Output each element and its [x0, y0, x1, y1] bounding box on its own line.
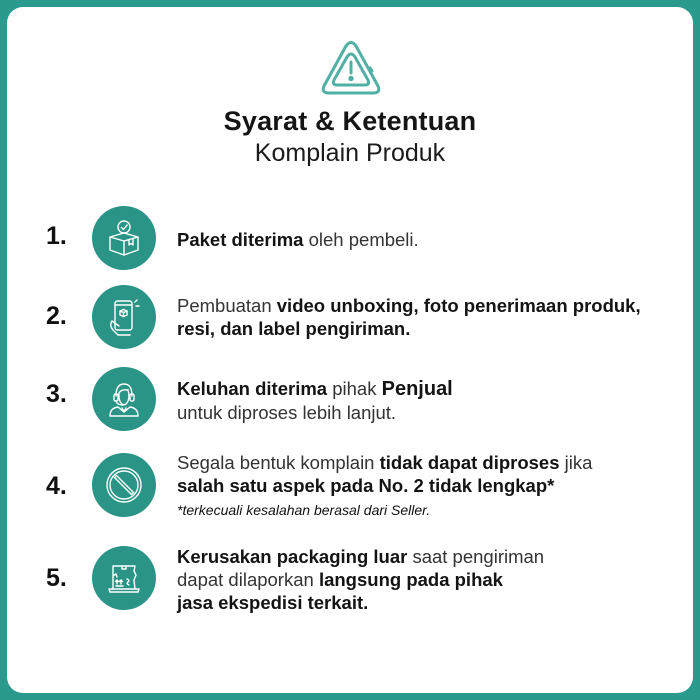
warning-triangle-icon	[320, 40, 382, 96]
item-number: 3.	[46, 380, 67, 408]
item-number: 2.	[46, 302, 67, 330]
item-icon-circle	[92, 453, 156, 517]
customer-service-icon	[104, 379, 144, 419]
phone-unboxing-icon	[104, 297, 144, 337]
item-icon-circle	[92, 206, 156, 270]
item-text: Paket diterima oleh pembeli.	[177, 229, 419, 250]
item-icon-circle	[92, 285, 156, 349]
item-text: Pembuatan video unboxing, foto penerimaan produk, resi, dan label pengiriman.	[177, 295, 641, 339]
item-number: 5.	[46, 564, 67, 592]
item-number: 4.	[46, 472, 67, 500]
item-icon-circle	[92, 546, 156, 610]
damaged-box-icon	[104, 558, 144, 598]
item-icon-circle	[92, 367, 156, 431]
item-note: *terkecuali kesalahan berasal dari Seller.	[177, 502, 431, 518]
item-text: Kerusakan packaging luar saat pengiriman dapat dilaporkan langsung pada pihak jasa ekspedisi terkait.	[177, 546, 545, 613]
page-subtitle: Komplain Produk	[254, 139, 446, 167]
item-text: Keluhan diterima pihak Penjual untuk diproses lebih lanjut.	[177, 378, 453, 423]
item-text: Segala bentuk komplain tidak dapat diproses jika salah satu aspek pada No. 2 tidak lengkap* *terkecuali kesalahan berasal dari Seller.	[177, 452, 593, 518]
item-number: 1.	[46, 222, 67, 250]
prohibited-icon	[104, 465, 144, 505]
package-received-icon	[104, 218, 144, 258]
page-title: Syarat & Ketentuan	[223, 106, 477, 136]
